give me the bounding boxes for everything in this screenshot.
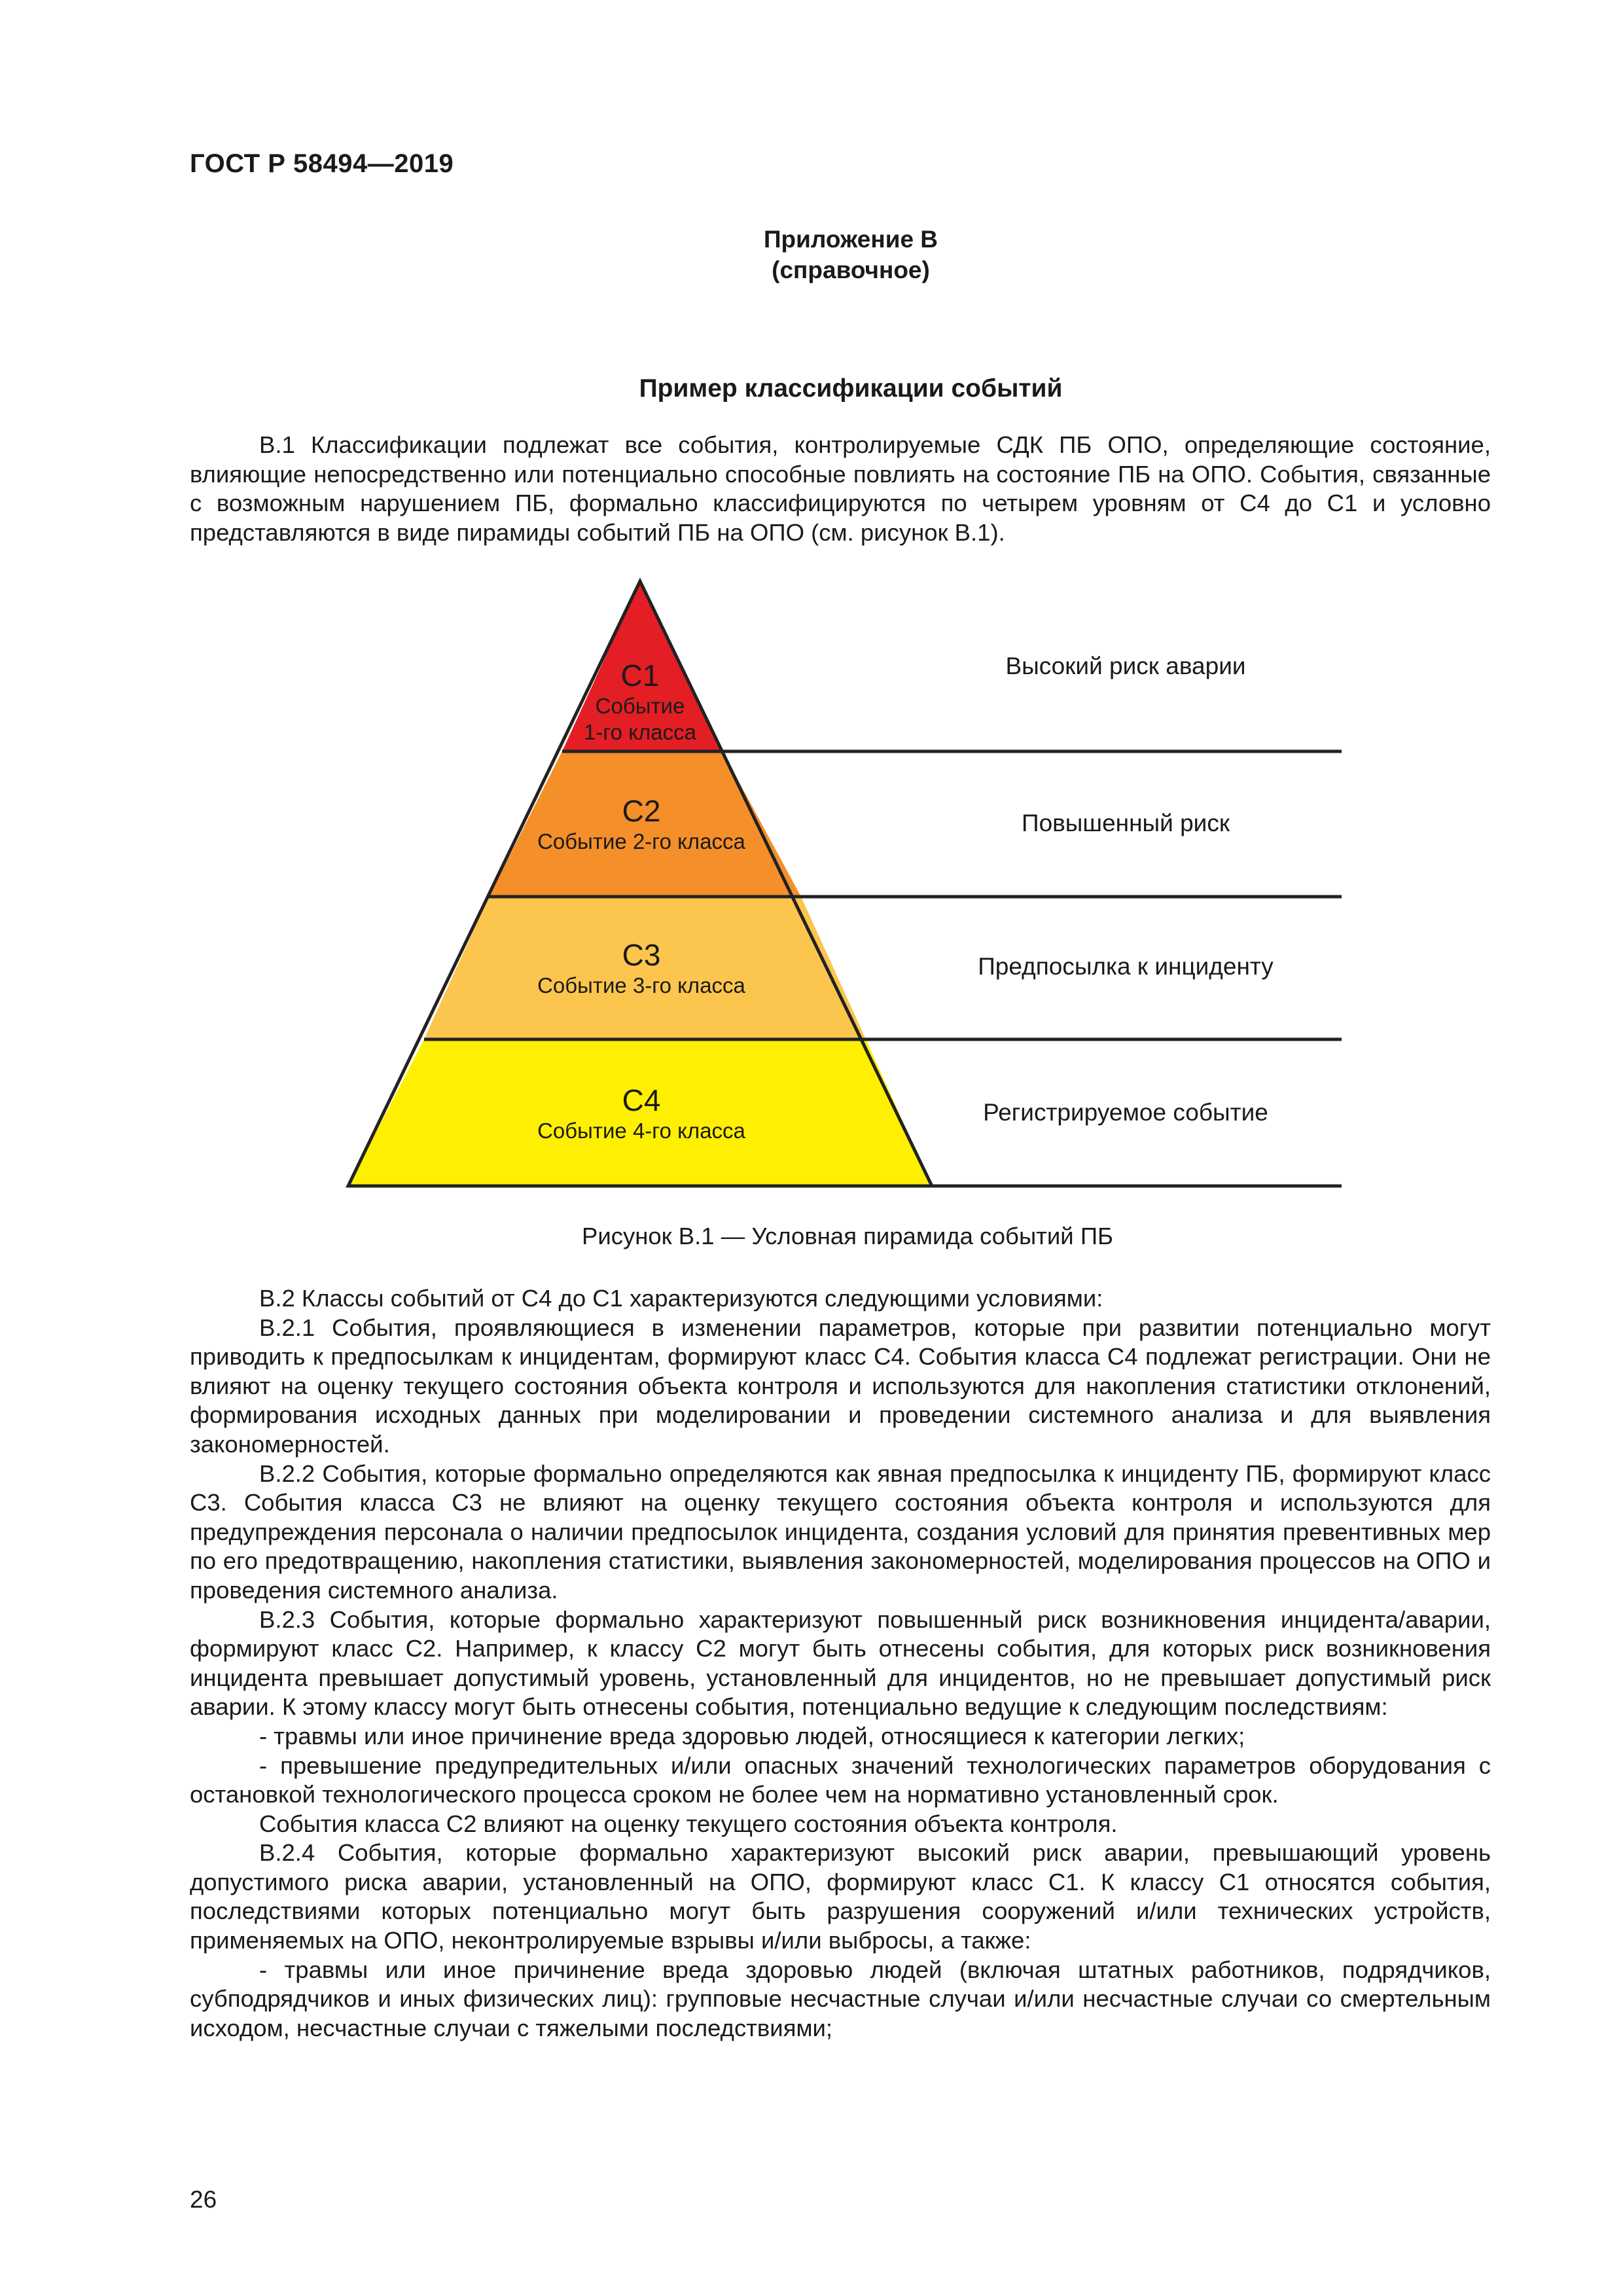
level-c2-code: С2 — [622, 794, 661, 828]
intro-text: В.1 Классификации подлежат все события, контролируемые СДК ПБ ОПО, определяющие состояние, влияющие непосредственно или потенциально способные повлиять на состояние ПБ на ОПО. События, связанные с возможным нарушением ПБ, формально классифицируются по четырем уровням от С4 до С1 и условно представляются в виде пирамиды событий ПБ на ОПО (см. рисунок В.1). — [190, 431, 1491, 546]
level-c3-line1: Событие 3-го класса — [537, 973, 745, 997]
paragraph-b23: В.2.3 События, которые формально характеризуют повышенный риск возникновения инцидента/аварии, формируют класс С2. Например, к классу С2 могут быть отнесены события, для которых риск возникновения инцидента превышает допустимый уровень, установленный для инцидентов, но не превышает допустимый риск аварии. К этому классу могут быть отнесены события, потенциально ведущие к следующим последствиям: — [190, 1605, 1491, 1721]
list-item: - превышение предупредительных и/или опасных значений технологических параметров оборудования с остановкой технологического процесса сроком не более чем на нормативно установленный срок. — [190, 1751, 1491, 1808]
paragraph-c2-note: События класса С2 влияют на оценку текущего состояния объекта контроля. — [259, 1810, 1118, 1837]
risk-label-c3: Предпосылка к инциденту — [978, 953, 1274, 980]
level-c4-line1: Событие 4-го класса — [537, 1119, 745, 1143]
level-c2-line1: Событие 2-го класса — [537, 829, 745, 853]
paragraph-b2: В.2 Классы событий от С4 до С1 характеризуются следующими условиями: — [259, 1285, 1103, 1312]
risk-label-c2: Повышенный риск — [1021, 810, 1230, 836]
section-title: Пример классификации событий — [639, 374, 1063, 403]
level-c4-code: С4 — [622, 1083, 661, 1117]
paragraph-b21: В.2.1 События, проявляющиеся в изменении параметров, которые при развитии потенциально могут приводить к предпосылкам к инцидентам, формируют класс С4. События класса С4 подлежат регистрации. Они не влияют на оценку текущего состояния объекта контроля и используются для накопления статистики отклонений, формирования исходных данных при моделировании и проведении системного анализа и для выявления закономерностей. — [190, 1314, 1491, 1458]
level-c1-code: С1 — [620, 658, 660, 692]
list-item: - травмы или иное причинение вреда здоровью людей, относящиеся к категории легких; — [259, 1722, 1245, 1749]
figure-caption: Рисунок В.1 — Условная пирамида событий ПБ — [581, 1223, 1114, 1249]
paragraph-b22: В.2.2 События, которые формально определяются как явная предпосылка к инциденту ПБ, формируют класс С3. События класса С3 не влияют на оценку текущего состояния объекта контроля и используются для предупреждения персонала о наличии предпосылок инцидента, создания условий для принятия превентивных мер по его предотвращению, накопления статистики, выявления закономерностей, моделирования процессов на ОПО и проведения системного анализа. — [190, 1460, 1491, 1604]
risk-label-c4: Регистрируемое событие — [983, 1099, 1268, 1126]
appendix-kind: (справочное) — [772, 257, 930, 283]
body-text — [190, 1284, 1491, 2043]
level-c3-code: С3 — [622, 938, 661, 972]
page-number: 26 — [190, 2186, 217, 2213]
paragraph-b24: В.2.4 События, которые формально характеризуют высокий риск аварии, превышающий уровень допустимого риска аварии, установленный на ОПО, формируют класс С1. К классу С1 относятся события, последствиями которых потенциально могут быть разрушения сооружений и/или технических устройств, применяемых на ОПО, неконтролируемые взрывы и/или выбросы, а также: — [190, 1839, 1491, 1954]
level-c1-line2: 1-го класса — [584, 720, 696, 744]
list-item: - травмы или иное причинение вреда здоровью людей (включая штатных работников, подрядчиков, субподрядчиков и иных физических лиц): групповые несчастные случаи и/или несчастные случаи со смертельным исходом, несчастные случаи с тяжелыми последствиями; — [190, 1956, 1491, 2041]
standard-header: ГОСТ Р 58494—2019 — [190, 149, 454, 178]
appendix-title: Приложение В — [763, 226, 938, 253]
level-c1-line1: Событие — [595, 694, 685, 718]
risk-label-c1: Высокий риск аварии — [1005, 653, 1246, 679]
